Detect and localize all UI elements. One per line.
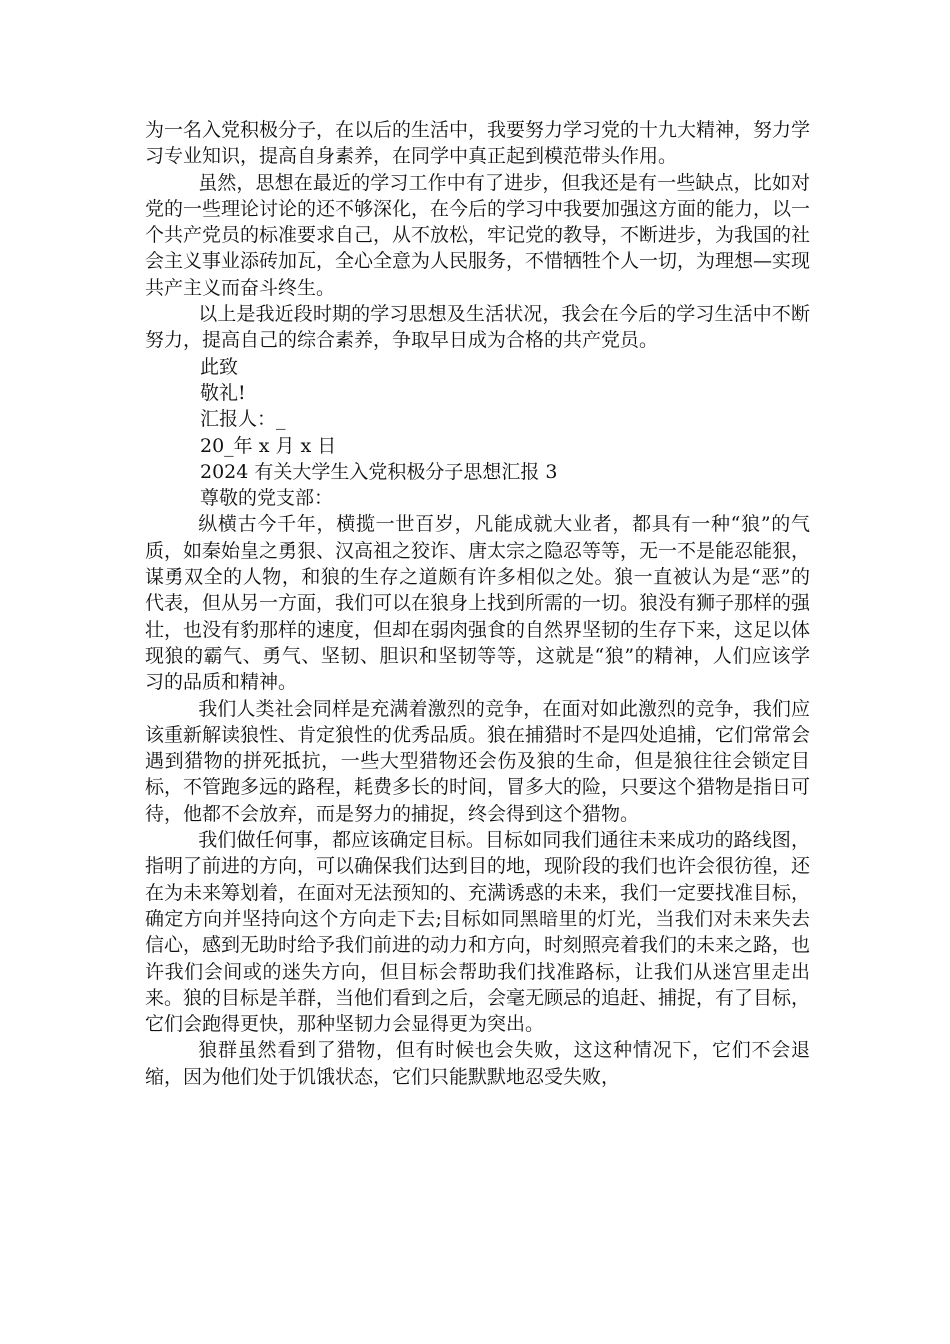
closing-respect: 敬礼! bbox=[200, 381, 246, 404]
date-line: 20_年 x 月 x 日 bbox=[200, 434, 337, 457]
paragraph: 以上是我近段时期的学习思想及生活状况，我会在今后的学习生活中不断努力，提高自己的综合素养，争取早日成为合格的共产党员。 bbox=[145, 303, 810, 352]
section-title: 2024 有关大学生入党积极分子思想汇报 3 bbox=[200, 460, 558, 483]
paragraph: 虽然，思想在最近的学习工作中有了进步，但我还是有一些缺点，比如对党的一些理论讨论的还不够深化，在今后的学习中我要加强这方面的能力，以一个共产党员的标准要求自己，从不放松，牢记党的教导，不断进步，为我国的社会主义事业添砖加瓦，全心全意为人民服务，不惜牺牲个人一切，为理想—实现共产主义而奋斗终生。 bbox=[145, 171, 811, 299]
paragraph: 纵横古今千年，横揽一世百岁，凡能成就大业者，都具有一种“狼”的气质，如秦始皇之勇狠、汉高祖之狡诈、唐太宗之隐忍等等，无一不是能忍能狠，谋勇双全的人物，和狼的生存之道颇有许多相似之处。狼一直被认为是“恶”的代表，但从另一方面，我们可以在狼身上找到所需的一切。狼没有狮子那样的强壮，也没有豹那样的速度，但却在弱肉强食的自然界坚韧的生存下来，这足以体现狼的霸气、勇气、坚韧、胆识和坚韧等等，这就是“狼”的精神，人们应该学习的品质和精神。 bbox=[145, 513, 811, 694]
paragraph: 狼群虽然看到了猎物，但有时候也会失败，这这种情况下，它们不会退缩，因为他们处于饥饿状态，它们只能默默地忍受失败， bbox=[145, 1039, 810, 1088]
document-body bbox=[145, 117, 810, 1090]
greeting-line: 尊敬的党支部： bbox=[200, 487, 334, 510]
closing-salutation: 此致 bbox=[200, 355, 239, 378]
reporter-line: 汇报人：_ bbox=[200, 408, 286, 431]
paragraph: 我们人类社会同样是充满着激烈的竞争，在面对如此激烈的竞争，我们应该重新解读狼性、肯定狼性的优秀品质。狼在捕猎时不是四处追捕，它们常常会遇到猎物的拼死抵抗，一些大型猎物还会伤及狼的生命，但是狼往往会锁定目标，不管跑多远的路程，耗费多长的时间，冒多大的险，只要这个猎物是指日可待，他都不会放弃，而是努力的捕捉，终会得到这个猎物。 bbox=[145, 697, 811, 825]
paragraph: 为一名入党积极分子，在以后的生活中，我要努力学习党的十九大精神，努力学习专业知识，提高自身素养，在同学中真正起到模范带头作用。 bbox=[145, 119, 811, 168]
paragraph: 我们做任何事，都应该确定目标。目标如同我们通往未来成功的路线图，指明了前进的方向，可以确保我们达到目的地，现阶段的我们也许会很彷徨，还在为未来筹划着，在面对无法预知的、充满诱惑的未来，我们一定要找准目标，确定方向并坚持向这个方向走下去;目标如同黑暗里的灯光，当我们对未来失去信心，感到无助时给予我们前进的动力和方向，时刻照亮着我们的未来之路，也许我们会间或的迷失方向，但目标会帮助我们找准路标，让我们从迷宫里走出来。狼的目标是羊群，当他们看到之后，会毫无顾忌的追赶、捕捉，有了目标，它们会跑得更快，那种坚韧力会显得更为突出。 bbox=[145, 829, 811, 1036]
